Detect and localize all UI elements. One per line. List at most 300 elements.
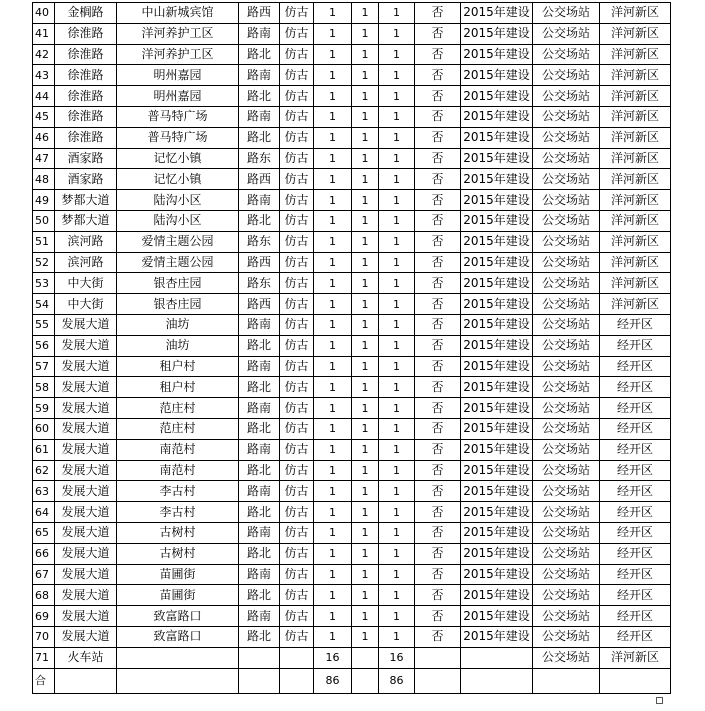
cell-station-type: 公交场站 — [533, 273, 600, 294]
cell-road — [55, 668, 117, 693]
cell-count-c: 1 — [379, 377, 415, 398]
cell-count-c: 1 — [379, 585, 415, 606]
cell-style: 仿古 — [280, 626, 314, 647]
cell-flag: 否 — [415, 626, 461, 647]
cell-side: 路东 — [239, 148, 280, 169]
cell-count-c: 1 — [379, 106, 415, 127]
cell-count-a: 1 — [314, 86, 352, 107]
cell-station-type: 公交场站 — [533, 502, 600, 523]
cell-count-a: 1 — [314, 585, 352, 606]
cell-station-name: 苗圃街 — [117, 564, 239, 585]
cell-road: 发展大道 — [55, 335, 117, 356]
table-row — [33, 252, 671, 273]
cell-flag: 否 — [415, 252, 461, 273]
cell-build-year: 2015年建设 — [461, 398, 533, 419]
cell-district: 洋河新区 — [600, 65, 671, 86]
table-row — [33, 294, 671, 315]
cell-side: 路东 — [239, 231, 280, 252]
cell-style: 仿古 — [280, 606, 314, 627]
cell-district: 洋河新区 — [600, 148, 671, 169]
cell-row-index: 49 — [33, 190, 55, 211]
cell-count-a: 1 — [314, 314, 352, 335]
cell-style — [280, 647, 314, 668]
cell-road: 徐淮路 — [55, 106, 117, 127]
cell-station-type: 公交场站 — [533, 314, 600, 335]
cell-district: 经开区 — [600, 418, 671, 439]
cell-build-year — [461, 647, 533, 668]
cell-station-type: 公交场站 — [533, 3, 600, 24]
cell-district: 经开区 — [600, 314, 671, 335]
cell-count-b: 1 — [352, 252, 379, 273]
cell-road: 徐淮路 — [55, 127, 117, 148]
cell-flag: 否 — [415, 481, 461, 502]
cell-station-name: 普马特广场 — [117, 106, 239, 127]
cell-flag — [415, 647, 461, 668]
cell-station-name: 洋河养护工区 — [117, 23, 239, 44]
cell-flag: 否 — [415, 377, 461, 398]
cell-count-c: 1 — [379, 502, 415, 523]
cell-district: 洋河新区 — [600, 294, 671, 315]
cell-district: 洋河新区 — [600, 44, 671, 65]
cell-count-a: 1 — [314, 3, 352, 24]
cell-road: 发展大道 — [55, 626, 117, 647]
cell-side: 路北 — [239, 460, 280, 481]
cell-district: 经开区 — [600, 585, 671, 606]
cell-row-index: 54 — [33, 294, 55, 315]
cell-count-a: 1 — [314, 398, 352, 419]
cell-side: 路北 — [239, 210, 280, 231]
cell-district: 洋河新区 — [600, 23, 671, 44]
cell-build-year: 2015年建设 — [461, 86, 533, 107]
cell-station-name — [117, 668, 239, 693]
cell-count-a: 1 — [314, 606, 352, 627]
cell-count-c: 1 — [379, 626, 415, 647]
cell-count-c: 1 — [379, 439, 415, 460]
table-row — [33, 210, 671, 231]
cell-district: 经开区 — [600, 626, 671, 647]
cell-row-index: 62 — [33, 460, 55, 481]
cell-station-name: 爱情主题公园 — [117, 231, 239, 252]
cell-road: 发展大道 — [55, 398, 117, 419]
cell-build-year: 2015年建设 — [461, 356, 533, 377]
cell-style: 仿古 — [280, 522, 314, 543]
cell-build-year: 2015年建设 — [461, 377, 533, 398]
cell-station-name: 南范村 — [117, 460, 239, 481]
cell-road: 徐淮路 — [55, 65, 117, 86]
cell-count-c: 1 — [379, 210, 415, 231]
cell-side: 路南 — [239, 439, 280, 460]
cell-count-a: 1 — [314, 23, 352, 44]
cell-station-name — [117, 647, 239, 668]
table-row — [33, 377, 671, 398]
resize-handle[interactable] — [656, 697, 663, 704]
cell-build-year: 2015年建设 — [461, 585, 533, 606]
table-row — [33, 148, 671, 169]
cell-flag: 否 — [415, 3, 461, 24]
cell-side: 路北 — [239, 127, 280, 148]
table-row — [33, 231, 671, 252]
cell-station-name: 范庄村 — [117, 398, 239, 419]
table-row — [33, 106, 671, 127]
cell-build-year: 2015年建设 — [461, 148, 533, 169]
cell-count-c: 1 — [379, 252, 415, 273]
cell-road: 梦都大道 — [55, 210, 117, 231]
cell-build-year: 2015年建设 — [461, 23, 533, 44]
cell-count-c: 1 — [379, 3, 415, 24]
cell-flag: 否 — [415, 86, 461, 107]
cell-road: 中大街 — [55, 294, 117, 315]
cell-count-c: 1 — [379, 356, 415, 377]
cell-district: 洋河新区 — [600, 3, 671, 24]
cell-flag: 否 — [415, 231, 461, 252]
cell-count-c: 1 — [379, 335, 415, 356]
cell-district: 经开区 — [600, 335, 671, 356]
cell-station-name: 南范村 — [117, 439, 239, 460]
cell-row-index: 46 — [33, 127, 55, 148]
cell-district: 经开区 — [600, 522, 671, 543]
cell-count-b: 1 — [352, 23, 379, 44]
cell-count-c: 1 — [379, 148, 415, 169]
cell-style: 仿古 — [280, 377, 314, 398]
cell-station-type: 公交场站 — [533, 481, 600, 502]
cell-count-b: 1 — [352, 502, 379, 523]
cell-station-type: 公交场站 — [533, 460, 600, 481]
cell-station-type: 公交场站 — [533, 44, 600, 65]
cell-style: 仿古 — [280, 294, 314, 315]
cell-style: 仿古 — [280, 44, 314, 65]
cell-style: 仿古 — [280, 439, 314, 460]
table-row — [33, 522, 671, 543]
cell-row-index: 63 — [33, 481, 55, 502]
cell-district: 经开区 — [600, 377, 671, 398]
cell-build-year: 2015年建设 — [461, 564, 533, 585]
cell-row-index: 61 — [33, 439, 55, 460]
cell-build-year: 2015年建设 — [461, 481, 533, 502]
cell-station-name: 银杏庄园 — [117, 294, 239, 315]
cell-side: 路北 — [239, 377, 280, 398]
cell-count-a: 86 — [314, 668, 352, 693]
cell-station-name: 普马特广场 — [117, 127, 239, 148]
cell-station-type: 公交场站 — [533, 23, 600, 44]
cell-station-type: 公交场站 — [533, 106, 600, 127]
cell-build-year: 2015年建设 — [461, 502, 533, 523]
cell-count-c: 1 — [379, 481, 415, 502]
cell-count-a: 1 — [314, 418, 352, 439]
cell-count-c: 1 — [379, 606, 415, 627]
cell-district: 经开区 — [600, 460, 671, 481]
table-row — [33, 585, 671, 606]
cell-style: 仿古 — [280, 23, 314, 44]
cell-row-index: 67 — [33, 564, 55, 585]
cell-station-type: 公交场站 — [533, 585, 600, 606]
cell-station-name: 油坊 — [117, 314, 239, 335]
cell-count-c: 1 — [379, 273, 415, 294]
cell-station-type: 公交场站 — [533, 626, 600, 647]
cell-count-a: 1 — [314, 439, 352, 460]
cell-road: 发展大道 — [55, 314, 117, 335]
cell-count-b: 1 — [352, 44, 379, 65]
cell-count-c: 1 — [379, 294, 415, 315]
cell-count-c: 1 — [379, 314, 415, 335]
cell-station-name: 明州嘉园 — [117, 65, 239, 86]
cell-count-b: 1 — [352, 3, 379, 24]
cell-row-index: 43 — [33, 65, 55, 86]
cell-road: 发展大道 — [55, 356, 117, 377]
cell-build-year — [461, 668, 533, 693]
cell-count-a: 1 — [314, 543, 352, 564]
cell-count-a: 1 — [314, 169, 352, 190]
table-row — [33, 398, 671, 419]
cell-row-index: 40 — [33, 3, 55, 24]
cell-road: 发展大道 — [55, 564, 117, 585]
cell-count-a: 1 — [314, 294, 352, 315]
table-row — [33, 335, 671, 356]
cell-district: 经开区 — [600, 606, 671, 627]
cell-station-type: 公交场站 — [533, 252, 600, 273]
cell-flag: 否 — [415, 522, 461, 543]
cell-road: 发展大道 — [55, 439, 117, 460]
cell-style: 仿古 — [280, 356, 314, 377]
cell-district: 洋河新区 — [600, 86, 671, 107]
cell-build-year: 2015年建设 — [461, 439, 533, 460]
cell-flag: 否 — [415, 23, 461, 44]
cell-flag: 否 — [415, 606, 461, 627]
cell-build-year: 2015年建设 — [461, 3, 533, 24]
cell-side: 路北 — [239, 335, 280, 356]
cell-build-year: 2015年建设 — [461, 44, 533, 65]
cell-district: 洋河新区 — [600, 190, 671, 211]
cell-count-b: 1 — [352, 190, 379, 211]
station-table — [32, 2, 671, 694]
cell-side: 路东 — [239, 273, 280, 294]
table-row — [33, 356, 671, 377]
table-row — [33, 127, 671, 148]
cell-row-index: 64 — [33, 502, 55, 523]
cell-build-year: 2015年建设 — [461, 65, 533, 86]
cell-count-c: 1 — [379, 65, 415, 86]
cell-count-a: 1 — [314, 65, 352, 86]
cell-side: 路西 — [239, 252, 280, 273]
cell-station-name: 李古村 — [117, 481, 239, 502]
cell-count-b: 1 — [352, 585, 379, 606]
cell-row-index: 41 — [33, 23, 55, 44]
cell-station-name: 李古村 — [117, 502, 239, 523]
cell-count-a: 1 — [314, 231, 352, 252]
cell-district: 经开区 — [600, 439, 671, 460]
cell-flag: 否 — [415, 127, 461, 148]
cell-station-name: 苗圃街 — [117, 585, 239, 606]
cell-count-b: 1 — [352, 522, 379, 543]
cell-style: 仿古 — [280, 190, 314, 211]
cell-road: 发展大道 — [55, 522, 117, 543]
cell-build-year: 2015年建设 — [461, 106, 533, 127]
cell-road: 发展大道 — [55, 585, 117, 606]
cell-row-index: 47 — [33, 148, 55, 169]
cell-side: 路南 — [239, 314, 280, 335]
cell-build-year: 2015年建设 — [461, 606, 533, 627]
cell-style: 仿古 — [280, 502, 314, 523]
cell-row-index: 合 — [33, 668, 55, 693]
cell-row-index: 51 — [33, 231, 55, 252]
cell-count-b: 1 — [352, 314, 379, 335]
cell-road: 发展大道 — [55, 418, 117, 439]
cell-count-a: 1 — [314, 522, 352, 543]
cell-count-a: 1 — [314, 44, 352, 65]
cell-side: 路南 — [239, 190, 280, 211]
cell-style: 仿古 — [280, 460, 314, 481]
cell-flag — [415, 668, 461, 693]
cell-flag: 否 — [415, 44, 461, 65]
cell-count-b: 1 — [352, 543, 379, 564]
cell-road: 发展大道 — [55, 460, 117, 481]
table-row — [33, 65, 671, 86]
cell-district: 经开区 — [600, 543, 671, 564]
cell-station-name: 油坊 — [117, 335, 239, 356]
cell-road: 徐淮路 — [55, 23, 117, 44]
cell-count-c: 1 — [379, 543, 415, 564]
cell-count-b — [352, 668, 379, 693]
cell-flag: 否 — [415, 65, 461, 86]
cell-district: 经开区 — [600, 502, 671, 523]
cell-side: 路西 — [239, 294, 280, 315]
cell-station-type: 公交场站 — [533, 86, 600, 107]
cell-build-year: 2015年建设 — [461, 231, 533, 252]
cell-style: 仿古 — [280, 127, 314, 148]
cell-count-a: 1 — [314, 481, 352, 502]
cell-side: 路西 — [239, 169, 280, 190]
cell-station-name: 陆沟小区 — [117, 190, 239, 211]
cell-count-b: 1 — [352, 439, 379, 460]
cell-build-year: 2015年建设 — [461, 190, 533, 211]
total-row — [33, 668, 671, 693]
cell-district: 洋河新区 — [600, 252, 671, 273]
cell-count-a: 1 — [314, 377, 352, 398]
cell-side: 路北 — [239, 418, 280, 439]
cell-road: 徐淮路 — [55, 44, 117, 65]
cell-side: 路西 — [239, 3, 280, 24]
table-row — [33, 169, 671, 190]
cell-district: 洋河新区 — [600, 647, 671, 668]
cell-flag: 否 — [415, 106, 461, 127]
cell-count-a: 1 — [314, 502, 352, 523]
cell-station-name: 银杏庄园 — [117, 273, 239, 294]
cell-row-index: 44 — [33, 86, 55, 107]
cell-district: 经开区 — [600, 356, 671, 377]
cell-flag: 否 — [415, 585, 461, 606]
cell-flag: 否 — [415, 210, 461, 231]
cell-count-a: 1 — [314, 252, 352, 273]
cell-row-index: 65 — [33, 522, 55, 543]
cell-station-name: 陆沟小区 — [117, 210, 239, 231]
cell-flag: 否 — [415, 356, 461, 377]
cell-count-c: 1 — [379, 418, 415, 439]
cell-build-year: 2015年建设 — [461, 273, 533, 294]
cell-style: 仿古 — [280, 65, 314, 86]
cell-row-index: 58 — [33, 377, 55, 398]
cell-side: 路北 — [239, 543, 280, 564]
cell-count-c: 1 — [379, 190, 415, 211]
cell-build-year: 2015年建设 — [461, 335, 533, 356]
cell-road: 滨河路 — [55, 231, 117, 252]
cell-count-a: 1 — [314, 564, 352, 585]
cell-station-name: 中山新城宾馆 — [117, 3, 239, 24]
cell-road: 徐淮路 — [55, 86, 117, 107]
table-row — [33, 418, 671, 439]
cell-district: 洋河新区 — [600, 127, 671, 148]
cell-count-b: 1 — [352, 231, 379, 252]
cell-count-c: 1 — [379, 460, 415, 481]
cell-road: 金榈路 — [55, 3, 117, 24]
cell-build-year: 2015年建设 — [461, 418, 533, 439]
cell-count-b: 1 — [352, 169, 379, 190]
cell-district: 洋河新区 — [600, 169, 671, 190]
cell-count-b: 1 — [352, 65, 379, 86]
cell-count-b: 1 — [352, 377, 379, 398]
cell-build-year: 2015年建设 — [461, 294, 533, 315]
cell-flag: 否 — [415, 314, 461, 335]
cell-station-type: 公交场站 — [533, 564, 600, 585]
cell-road: 发展大道 — [55, 377, 117, 398]
cell-side: 路南 — [239, 481, 280, 502]
cell-road: 火车站 — [55, 647, 117, 668]
cell-style: 仿古 — [280, 210, 314, 231]
cell-build-year: 2015年建设 — [461, 210, 533, 231]
cell-build-year: 2015年建设 — [461, 169, 533, 190]
cell-build-year: 2015年建设 — [461, 522, 533, 543]
cell-row-index: 50 — [33, 210, 55, 231]
cell-side — [239, 668, 280, 693]
cell-count-c: 1 — [379, 169, 415, 190]
cell-style — [280, 668, 314, 693]
table-row — [33, 86, 671, 107]
table-row — [33, 502, 671, 523]
cell-road: 酒家路 — [55, 148, 117, 169]
cell-count-b: 1 — [352, 294, 379, 315]
table-row — [33, 190, 671, 211]
cell-road: 发展大道 — [55, 481, 117, 502]
cell-count-b: 1 — [352, 626, 379, 647]
cell-district: 洋河新区 — [600, 210, 671, 231]
cell-station-type: 公交场站 — [533, 190, 600, 211]
cell-count-b: 1 — [352, 86, 379, 107]
cell-count-b: 1 — [352, 418, 379, 439]
cell-road: 发展大道 — [55, 543, 117, 564]
cell-row-index: 56 — [33, 335, 55, 356]
cell-row-index: 45 — [33, 106, 55, 127]
cell-flag: 否 — [415, 460, 461, 481]
cell-flag: 否 — [415, 543, 461, 564]
cell-station-name: 爱情主题公园 — [117, 252, 239, 273]
cell-flag: 否 — [415, 502, 461, 523]
cell-side: 路南 — [239, 606, 280, 627]
cell-district: 洋河新区 — [600, 106, 671, 127]
cell-style: 仿古 — [280, 3, 314, 24]
cell-station-name: 租户村 — [117, 356, 239, 377]
cell-build-year: 2015年建设 — [461, 252, 533, 273]
cell-row-index: 53 — [33, 273, 55, 294]
cell-build-year: 2015年建设 — [461, 460, 533, 481]
cell-side: 路南 — [239, 106, 280, 127]
cell-station-type: 公交场站 — [533, 148, 600, 169]
cell-row-index: 42 — [33, 44, 55, 65]
cell-district: 经开区 — [600, 481, 671, 502]
cell-count-c: 16 — [379, 647, 415, 668]
cell-side: 路北 — [239, 585, 280, 606]
cell-count-a: 1 — [314, 356, 352, 377]
table-row — [33, 543, 671, 564]
table-row — [33, 44, 671, 65]
cell-district: 洋河新区 — [600, 231, 671, 252]
